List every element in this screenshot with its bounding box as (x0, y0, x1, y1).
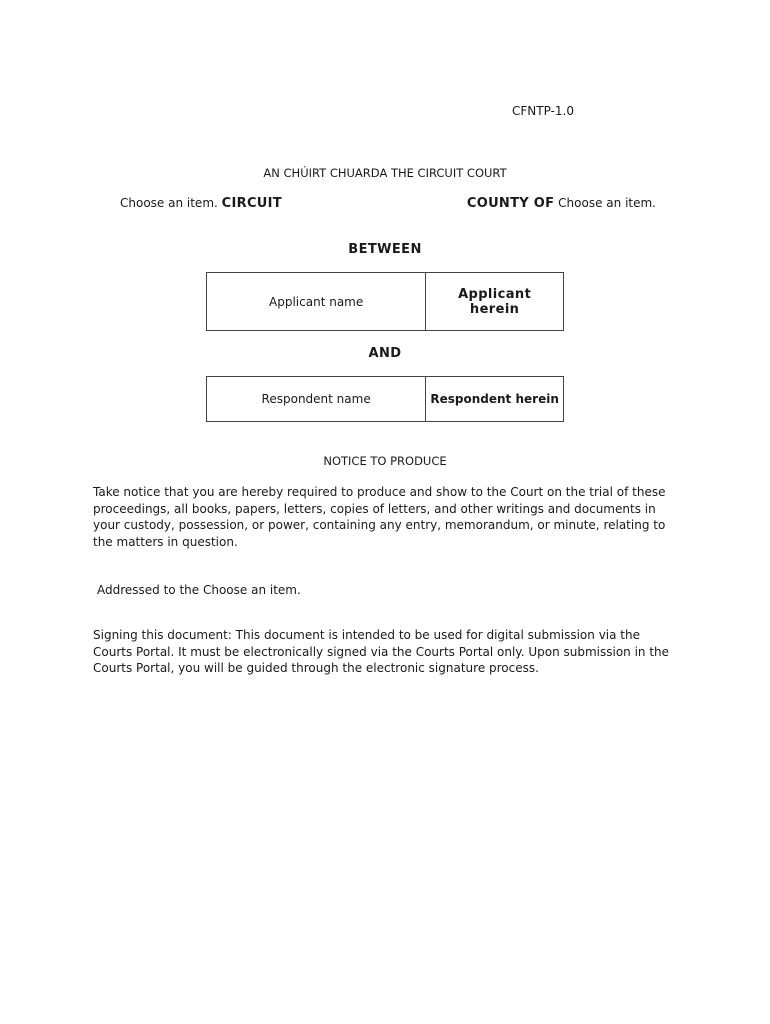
circuit-select[interactable]: Choose an item. (120, 196, 218, 210)
respondent-name-field[interactable]: Respondent name (207, 377, 426, 422)
notice-title: NOTICE TO PRODUCE (323, 454, 447, 468)
applicant-role-cell (426, 273, 564, 331)
and-heading: AND (368, 346, 402, 361)
respondent-table (206, 376, 564, 422)
form-code: CFNTP-1.0 (512, 104, 574, 118)
applicant-role-line2: herein (469, 301, 520, 317)
county-select[interactable]: Choose an item. (558, 196, 656, 210)
signing-note: Signing this document: This document is intended to be used for digital submission via the Courts Portal. It must be electronically signed via the Courts Portal only. Upon submission in the Courts Portal, you will be guided through the electronic signature process. (93, 628, 670, 675)
respondent-role-cell: Respondent herein (426, 377, 564, 422)
addressed-to-line[interactable]: Addressed to the Choose an item. (97, 583, 301, 597)
county-label: COUNTY OF (466, 196, 555, 211)
applicant-table (206, 272, 564, 331)
court-title: AN CHÚIRT CHUARDA THE CIRCUIT COURT (263, 166, 507, 180)
applicant-name-field[interactable]: Applicant name (207, 273, 426, 331)
notice-body: Take notice that you are hereby required to produce and show to the Court on the trial of these proceedings, all books, papers, letters, copies of letters, and other writings and documents in your custody, possession, or power, containing any entry, memorandum, or minute, relating to the matters in question. (93, 485, 666, 549)
between-heading: BETWEEN (348, 242, 422, 257)
circuit-county-line (120, 196, 660, 214)
circuit-label: CIRCUIT (221, 196, 282, 211)
applicant-role-line1: Applicant (458, 286, 532, 302)
